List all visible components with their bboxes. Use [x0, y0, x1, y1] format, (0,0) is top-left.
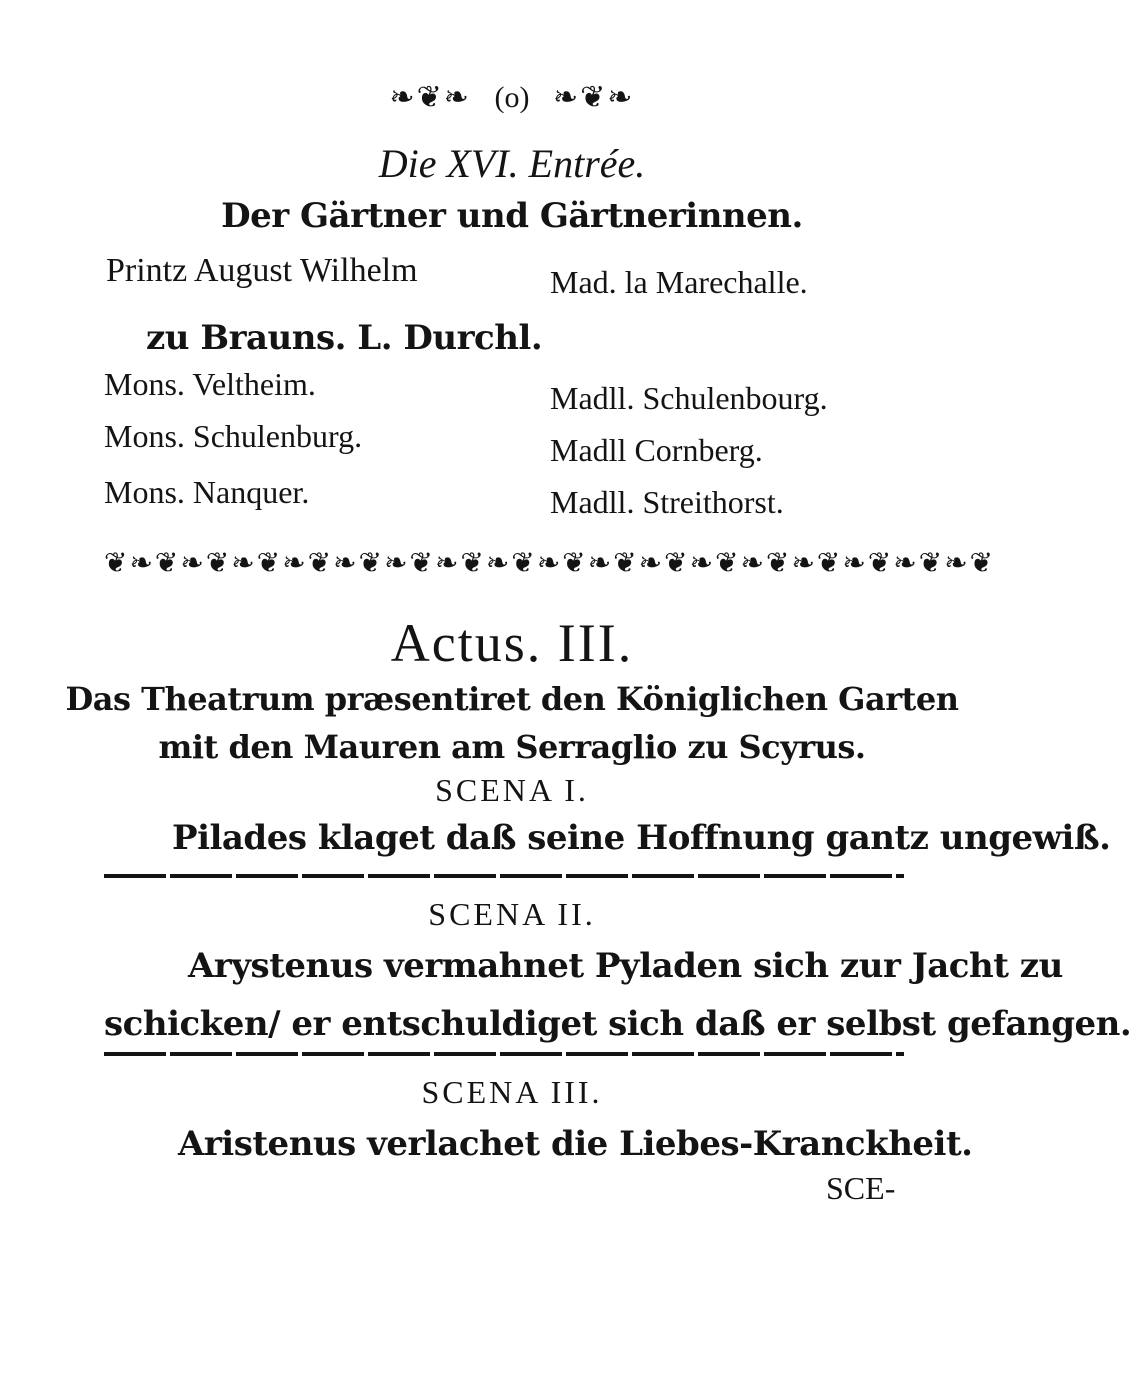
scene-3-title: SCENA III.	[421, 1074, 603, 1110]
scene-1-title: SCENA I.	[435, 772, 589, 808]
catchword: SCE-	[826, 1170, 896, 1206]
entree-title: Die XVI. Entrée.	[378, 141, 646, 186]
scene-2-rule	[104, 1052, 904, 1056]
act-title: Actus. III.	[390, 613, 634, 673]
page-marker: (o)	[494, 81, 530, 114]
cast-left-5: Mons. Nanquer.	[104, 474, 310, 510]
cast-right-3: Madll Cornberg.	[550, 432, 763, 468]
scene-1-line-1: Pilades klaget daß seine Hoffnung gantz ungewiß.	[172, 818, 1111, 858]
cast-left-2: zu Brauns. L. Durchl.	[146, 318, 543, 358]
ornamental-divider: ❦❧❦❧❦❧❦❧❦❧❦❧❦❧❦❧❦❧❦❧❦❧❦❧❦❧❦❧❦❧❦❧❦❧❦	[104, 546, 996, 579]
cast-left-4: Mons. Schulenburg.	[104, 418, 363, 454]
cast-right-4: Madll. Streithorst.	[550, 484, 784, 520]
entree-subtitle: Der Gärtner und Gärtnerinnen.	[221, 196, 803, 236]
theatre-line-1: Das Theatrum præsentiret den Königlichen Garten	[65, 680, 959, 718]
cast-right-1: Mad. la Marechalle.	[550, 264, 808, 300]
header-ornament-right: ❧❦❧	[553, 80, 635, 115]
theatre-line-2: mit den Mauren am Serraglio zu Scyrus.	[158, 728, 866, 766]
scene-2-line-2: schicken/ er entschuldiget sich daß er selbst gefangen.	[104, 1004, 1131, 1044]
cast-left-1: Printz August Wilhelm	[106, 252, 418, 289]
scene-2-title: SCENA II.	[428, 896, 596, 932]
scene-1-rule	[104, 874, 904, 878]
scene-3-line-1: Aristenus verlachet die Liebes-Kranckheit.	[178, 1124, 973, 1164]
scene-2-line-1: Arystenus vermahnet Pyladen sich zur Jacht zu	[188, 946, 1063, 986]
cast-left-3: Mons. Veltheim.	[104, 366, 316, 402]
header-ornament-left: ❧❦❧	[389, 80, 471, 115]
cast-right-2: Madll. Schulenbourg.	[550, 380, 828, 416]
page-header	[0, 80, 1024, 115]
